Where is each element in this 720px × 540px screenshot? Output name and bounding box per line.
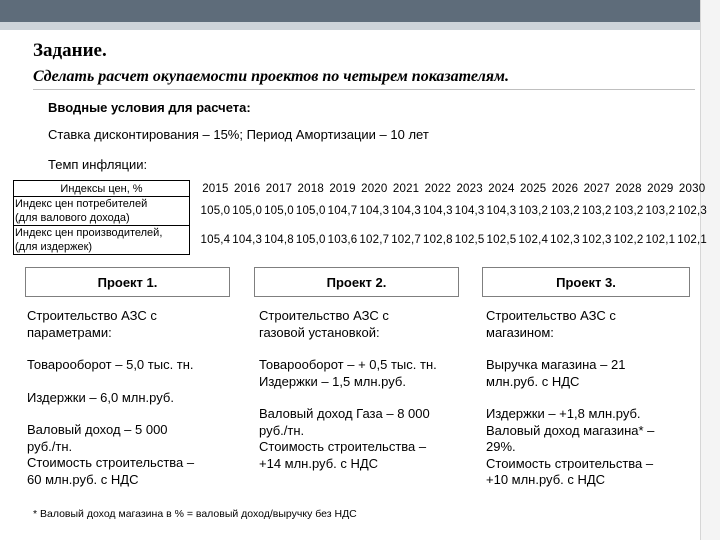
value-cell: 103,2 bbox=[581, 205, 612, 217]
project-spacer bbox=[259, 390, 474, 406]
project-3-title: Проект 3. bbox=[556, 274, 616, 290]
value-cell: 104,3 bbox=[422, 205, 453, 217]
year-cell: 2026 bbox=[551, 182, 579, 195]
table-row bbox=[14, 226, 709, 255]
value-cell: 102,8 bbox=[422, 234, 453, 246]
value-cell: 104,3 bbox=[391, 205, 421, 217]
value-cell: 102,7 bbox=[391, 234, 421, 246]
value-cell: 102,3 bbox=[550, 234, 580, 246]
project-line: +14 млн.руб. с НДС bbox=[259, 455, 379, 471]
project-line: Товарооборот – 5,0 тыс. тн. bbox=[27, 357, 194, 372]
value-cell: 105,0 bbox=[232, 205, 263, 217]
value-cell: 104,7 bbox=[327, 205, 358, 217]
value-cell: 103,2 bbox=[518, 205, 549, 217]
value-cell: 103,6 bbox=[327, 234, 358, 246]
year-cell: 2021 bbox=[392, 182, 420, 195]
project-line: руб./тн. bbox=[27, 438, 73, 454]
year-cell: 2015 bbox=[202, 182, 229, 195]
value-cell: 104,3 bbox=[359, 205, 390, 217]
slide-title: Задание. bbox=[33, 40, 107, 61]
year-cell: 2016 bbox=[233, 182, 261, 195]
year-cell: 2018 bbox=[297, 182, 324, 195]
value-cell: 104,3 bbox=[486, 205, 517, 217]
row-label-consumer bbox=[14, 197, 190, 226]
project-1-description bbox=[27, 308, 237, 488]
project-line: руб./тн. bbox=[259, 422, 305, 438]
project-line: Валовый доход магазина* – bbox=[486, 422, 655, 438]
project-line: Строительство АЗС с bbox=[486, 308, 616, 323]
value-cell: 105,0 bbox=[295, 234, 326, 246]
project-line: Строительство АЗС с bbox=[259, 308, 389, 323]
project-line: газовой установкой: bbox=[259, 324, 380, 340]
year-cell: 2019 bbox=[329, 182, 356, 195]
project-line: Издержки – +1,8 млн.руб. bbox=[486, 406, 641, 421]
value-cell: 104,3 bbox=[232, 234, 263, 246]
year-cell: 2030 bbox=[678, 182, 706, 195]
project-spacer bbox=[27, 341, 237, 357]
slide-top-decoration bbox=[0, 0, 720, 22]
row-label-line: Индекс цен производителей, bbox=[15, 227, 163, 239]
project-line: Выручка магазина – 21 bbox=[486, 357, 626, 372]
project-line: +10 млн.руб. с НДС bbox=[486, 472, 606, 487]
project-line: Издержки – 1,5 млн.руб. bbox=[259, 373, 406, 389]
value-cell: 105,0 bbox=[295, 205, 326, 217]
project-line: 60 млн.руб. с НДС bbox=[27, 471, 139, 487]
value-cell: 104,3 bbox=[454, 205, 485, 217]
row-label-line: (для валового дохода) bbox=[15, 212, 130, 224]
project-line: параметрами: bbox=[27, 324, 112, 340]
value-cell: 105,0 bbox=[200, 205, 231, 217]
project-line: Валовый доход Газа – 8 000 bbox=[259, 406, 430, 421]
project-2-title: Проект 2. bbox=[326, 274, 387, 290]
project-line: Издержки – 6,0 млн.руб. bbox=[27, 389, 174, 405]
value-cell: 102,2 bbox=[613, 234, 644, 246]
value-cell: 102,3 bbox=[581, 234, 612, 246]
row-label-producer bbox=[14, 226, 190, 255]
value-cell: 104,8 bbox=[264, 234, 294, 246]
value-cell: 105,0 bbox=[264, 205, 294, 217]
project-1-title-box bbox=[25, 267, 230, 297]
row-label-line: Индекс цен потребителей bbox=[15, 198, 148, 210]
project-line: Стоимость строительства – bbox=[486, 455, 654, 471]
year-cell: 2024 bbox=[488, 182, 515, 195]
right-margin-strip bbox=[700, 0, 720, 540]
project-1-title: Проект 1. bbox=[97, 274, 158, 290]
project-2-title-box bbox=[254, 267, 459, 297]
intro-discount-rate: Ставка дисконтирования – 15%; Период Амортизации – 10 лет bbox=[48, 127, 429, 142]
intro-heading: Вводные условия для расчета: bbox=[48, 100, 251, 115]
table-header-label: Индексы цен, % bbox=[14, 181, 190, 197]
project-line: Строительство АЗС с bbox=[27, 308, 157, 323]
value-cell: 103,2 bbox=[613, 205, 644, 217]
project-spacer bbox=[486, 341, 701, 357]
project-line: Товарооборот – + 0,5 тыс. тн. bbox=[259, 357, 437, 372]
table-row bbox=[14, 197, 709, 226]
top-band-dark bbox=[0, 0, 700, 22]
project-line: млн.руб. с НДС bbox=[486, 373, 580, 389]
value-cell: 102,5 bbox=[454, 234, 485, 246]
year-cell: 2020 bbox=[361, 182, 388, 195]
year-cell: 2028 bbox=[615, 182, 642, 195]
project-line: Стоимость строительства – bbox=[27, 455, 195, 470]
project-3-title-box bbox=[482, 267, 690, 297]
year-cell: 2017 bbox=[265, 182, 293, 195]
project-2-description bbox=[259, 308, 474, 472]
project-line: 29%. bbox=[486, 439, 516, 454]
year-cell: 2025 bbox=[520, 182, 547, 195]
year-cell: 2022 bbox=[424, 182, 452, 195]
value-cell: 102,5 bbox=[486, 234, 517, 246]
value-cell: 102,1 bbox=[677, 234, 707, 246]
title-divider bbox=[33, 89, 695, 90]
project-line: Стоимость строительства – bbox=[259, 439, 427, 454]
year-cell: 2029 bbox=[647, 182, 674, 195]
value-cell: 105,4 bbox=[200, 234, 231, 246]
price-index-table bbox=[13, 180, 708, 255]
slide-subtitle: Сделать расчет окупаемости проектов по четырем показателям. bbox=[33, 68, 510, 85]
year-cell: 2027 bbox=[583, 182, 610, 195]
value-cell: 102,4 bbox=[518, 234, 549, 246]
year-cell: 2023 bbox=[456, 182, 483, 195]
project-spacer bbox=[27, 406, 237, 422]
project-3-description bbox=[486, 308, 701, 489]
row-label-line: (для издержек) bbox=[15, 241, 93, 253]
value-cell: 102,3 bbox=[677, 205, 707, 217]
intro-inflation-label: Темп инфляции: bbox=[48, 157, 148, 172]
footnote: * Валовый доход магазина в % = валовый доход/выручку без НДС bbox=[33, 508, 357, 520]
project-spacer bbox=[486, 390, 701, 406]
value-cell: 102,7 bbox=[359, 234, 390, 246]
top-band-light bbox=[0, 22, 700, 30]
project-spacer bbox=[259, 341, 474, 357]
table-header-row bbox=[14, 181, 709, 197]
project-line: Валовый доход – 5 000 bbox=[27, 422, 168, 437]
value-cell: 103,2 bbox=[645, 205, 676, 217]
project-spacer bbox=[27, 374, 237, 390]
value-cell: 103,2 bbox=[550, 205, 580, 217]
project-line: магазином: bbox=[486, 324, 554, 340]
value-cell: 102,1 bbox=[645, 234, 676, 246]
